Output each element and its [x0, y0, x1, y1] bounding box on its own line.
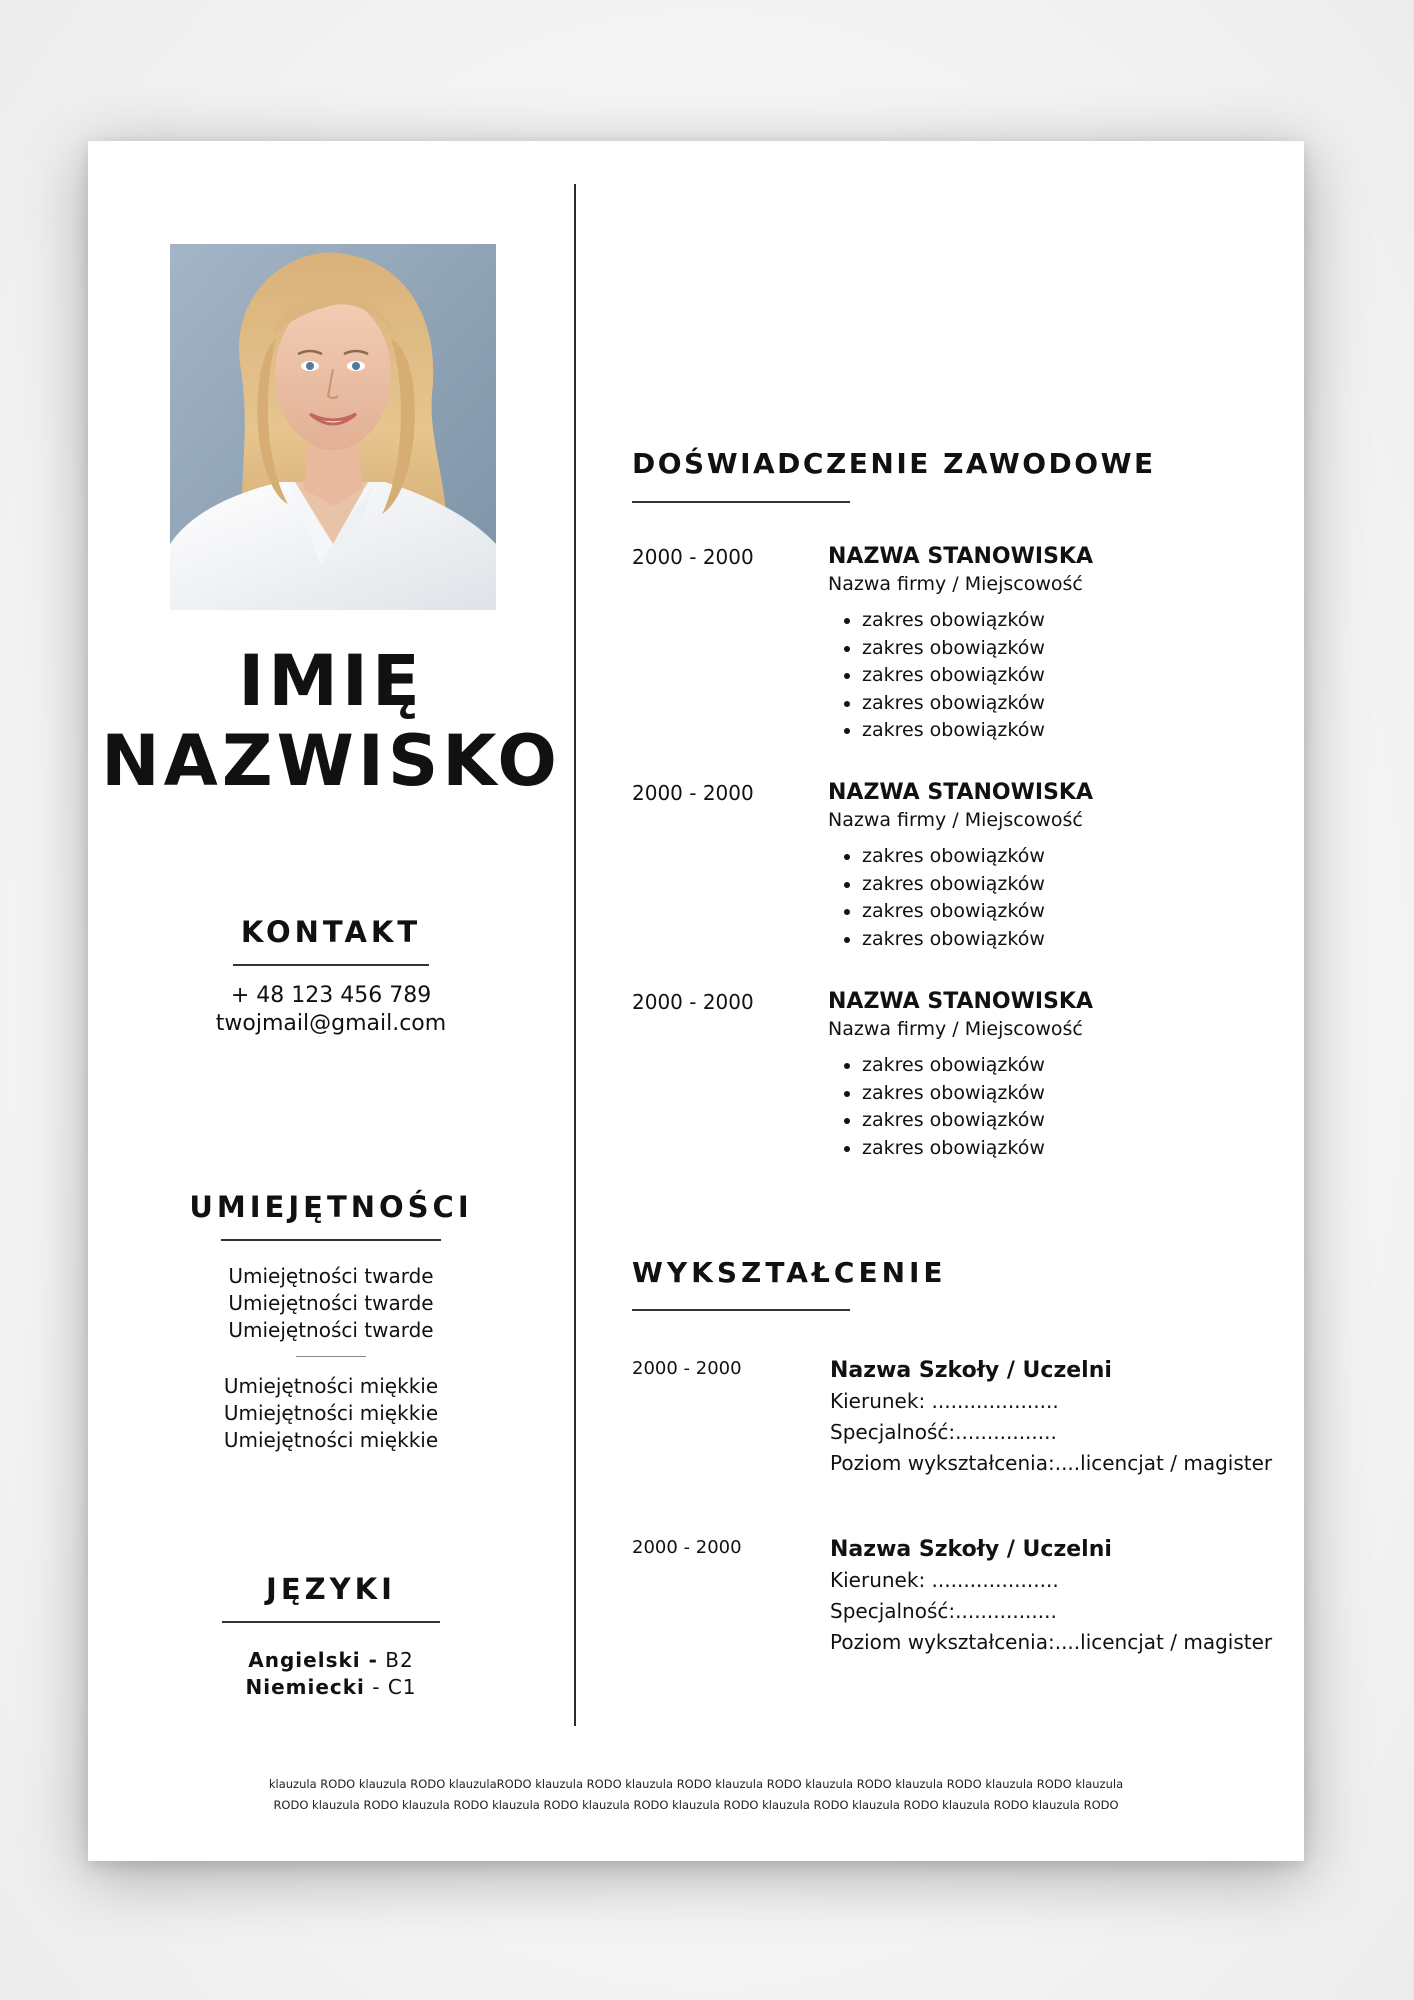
language-level: B2 [377, 1648, 414, 1672]
skills-heading-rule [221, 1239, 441, 1241]
job-duties [828, 843, 1268, 953]
skills-separator [296, 1356, 366, 1357]
contact-heading: KONTAKT [240, 915, 422, 949]
skill-hard-3: Umiejętności twarde [228, 1318, 434, 1342]
contact-section [88, 914, 574, 1038]
languages-section [88, 1571, 574, 1701]
contact-email: twojmail@gmail.com [215, 1011, 447, 1036]
skill-hard-2: Umiejętności twarde [228, 1291, 434, 1315]
job-years: 2000 - 2000 [632, 990, 754, 1014]
skills-heading: UMIEJĘTNOŚCI [189, 1190, 473, 1224]
full-name [88, 641, 574, 801]
job-duty: • zakres obowiązków [862, 690, 1268, 718]
gdpr-clause-line-1: klauzula RODO klauzula RODO klauzulaRODO klauzula RODO klauzula RODO klauzula RODO klauzula RODO klauzula RODO klauzula RODO klauzula [268, 1777, 1124, 1791]
contact-heading-rule [233, 964, 429, 966]
contact-phone: + 48 123 456 789 [230, 983, 432, 1008]
first-name: IMIĘ [238, 640, 424, 722]
job-duty: • zakres obowiązków [862, 1080, 1268, 1108]
education-level: Poziom wykształcenia:....licencjat / magister [830, 1630, 1273, 1654]
job-years: 2000 - 2000 [632, 545, 754, 569]
job-duty: • zakres obowiązków [862, 843, 1268, 871]
education-field: Kierunek: .................... [830, 1389, 1059, 1413]
language-level: - C1 [364, 1675, 417, 1699]
job-duty: • zakres obowiązków [862, 1052, 1268, 1080]
job-duty: • zakres obowiązków [862, 717, 1268, 745]
language-item [88, 1674, 574, 1701]
education-school: Nazwa Szkoły / Uczelni [830, 1537, 1112, 1562]
education-field: Kierunek: .................... [830, 1568, 1059, 1592]
column-divider [574, 184, 576, 1726]
gdpr-clause [138, 1774, 1254, 1816]
education-years: 2000 - 2000 [632, 1537, 742, 1558]
education-heading: WYKSZTAŁCENIE [632, 1256, 947, 1289]
skill-soft-3: Umiejętności miękkie [223, 1428, 439, 1452]
language-name: Niemiecki [245, 1675, 365, 1699]
languages-heading-rule [222, 1621, 440, 1623]
education-specialty: Specjalność:................ [830, 1599, 1057, 1623]
skill-soft-2: Umiejętności miękkie [223, 1401, 439, 1425]
job-title: NAZWA STANOWISKA [828, 780, 1094, 805]
experience-heading-rule [632, 501, 850, 503]
education-specialty: Specjalność:................ [830, 1420, 1057, 1444]
last-name: NAZWISKO [101, 720, 561, 802]
skill-hard-1: Umiejętności twarde [228, 1264, 434, 1288]
profile-photo [170, 244, 496, 610]
language-item [88, 1647, 574, 1674]
job-duty: • zakres obowiązków [862, 1107, 1268, 1135]
job-duties [828, 1052, 1268, 1162]
job-duty: • zakres obowiązków [862, 607, 1268, 635]
cv-page [88, 141, 1304, 1861]
job-duty: • zakres obowiązków [862, 1135, 1268, 1163]
experience-heading: DOŚWIADCZENIE ZAWODOWE [632, 447, 1156, 480]
job-title: NAZWA STANOWISKA [828, 989, 1094, 1014]
job-title: NAZWA STANOWISKA [828, 544, 1094, 569]
education-years: 2000 - 2000 [632, 1358, 742, 1379]
job-duty: • zakres obowiązków [862, 635, 1268, 663]
job-duty: • zakres obowiązków [862, 871, 1268, 899]
job-duties [828, 607, 1268, 745]
job-company: Nazwa firmy / Miejscowość [828, 1018, 1083, 1040]
job-company: Nazwa firmy / Miejscowość [828, 573, 1083, 595]
language-name: Angielski - [248, 1648, 378, 1672]
education-heading-rule [632, 1309, 850, 1311]
job-duty: • zakres obowiązków [862, 926, 1268, 954]
job-duty: • zakres obowiązków [862, 898, 1268, 926]
languages-heading: JĘZYKI [266, 1572, 396, 1606]
skill-soft-1: Umiejętności miękkie [223, 1374, 439, 1398]
education-level: Poziom wykształcenia:....licencjat / magister [830, 1451, 1273, 1475]
education-school: Nazwa Szkoły / Uczelni [830, 1358, 1112, 1383]
gdpr-clause-line-2: RODO klauzula RODO klauzula RODO klauzula RODO klauzula RODO klauzula RODO klauzula RODO klauzula RODO klauzula RODO klauzula RODO [273, 1798, 1119, 1812]
skills-section [88, 1189, 574, 1454]
job-years: 2000 - 2000 [632, 781, 754, 805]
job-company: Nazwa firmy / Miejscowość [828, 809, 1083, 831]
job-duty: • zakres obowiązków [862, 662, 1268, 690]
